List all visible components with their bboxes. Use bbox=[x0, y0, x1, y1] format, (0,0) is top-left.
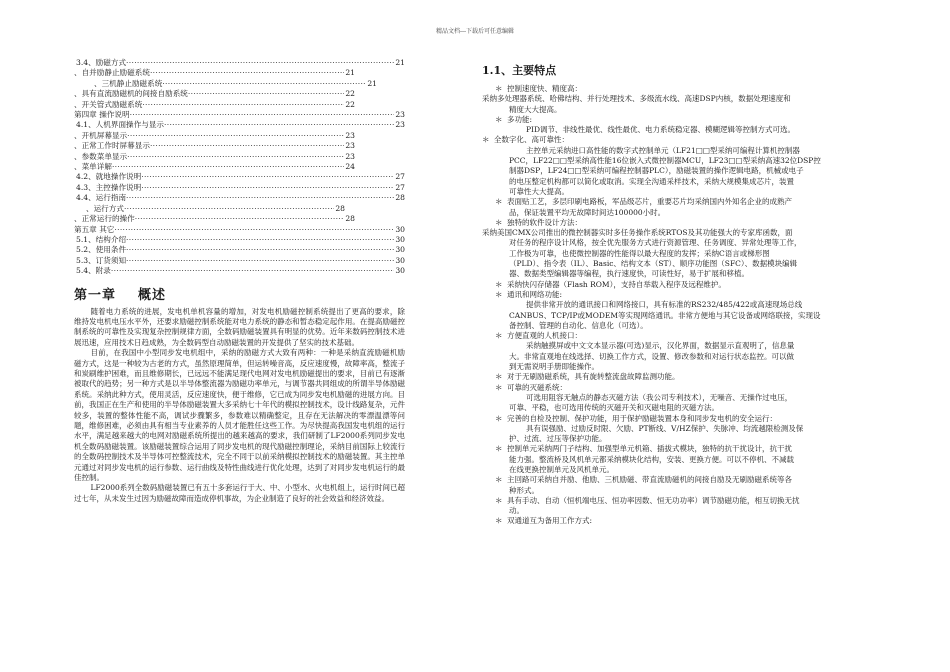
toc-entry[interactable] bbox=[74, 68, 405, 78]
feature-text: 采纳美国CMX公司推出的微控制器实时多任务操作系统RTOS及其功能强大的专家库函数，面 bbox=[482, 228, 793, 238]
toc-leader-dots bbox=[126, 193, 394, 203]
feature-line bbox=[482, 105, 892, 115]
feature-line bbox=[482, 94, 892, 104]
toc-entry-title: 5.2、使用条件 bbox=[76, 245, 127, 255]
feature-line bbox=[482, 465, 892, 475]
feature-line bbox=[482, 516, 892, 526]
toc-entry-title: 第四章 操作说明 bbox=[74, 110, 130, 120]
toc-entry-page: 30 bbox=[395, 255, 405, 265]
toc-leader-dots bbox=[142, 100, 344, 110]
feature-line bbox=[482, 208, 892, 218]
feature-text: 采纳触摸屏或中文文本显示器(可选)显示，汉化界面，数据显示直观明了，信息量 bbox=[526, 341, 795, 351]
feature-text: 品，保证装置平均无故障时间达100000小时。 bbox=[509, 207, 666, 217]
feature-line bbox=[482, 218, 892, 228]
feature-line bbox=[482, 352, 892, 362]
toc-leader-dots bbox=[114, 225, 394, 235]
toc-entry[interactable] bbox=[74, 89, 405, 99]
feature-line bbox=[482, 506, 892, 516]
feature-line bbox=[482, 156, 892, 166]
feature-line bbox=[482, 455, 892, 465]
toc-leader-dots bbox=[141, 183, 394, 193]
toc-entry-page: 22 bbox=[345, 99, 355, 109]
feature-text: 主回路可采纳自并励、他励、三机励磁、带直流励磁机的间接自励及无刷励磁系统等各 bbox=[507, 475, 792, 485]
toc-entry[interactable] bbox=[74, 141, 405, 151]
chapter-number: 第一章 bbox=[74, 287, 117, 303]
toc-leader-dots bbox=[141, 172, 394, 182]
toc-entry-title: 4.3、主控操作说明 bbox=[76, 182, 142, 192]
toc-entry[interactable] bbox=[74, 225, 405, 235]
toc-entry[interactable] bbox=[74, 256, 405, 266]
toc-entry-title: 、具有直流励磁机的间接自励系统 bbox=[74, 89, 188, 99]
intro-paragraph: LF2000系列全数码励磁装置已有五十多套运行于大、中、小型水、火电机组上，运行时间已超过七年，从未发生过因为励磁故障而造成停机事故，为企业制造了良好的社会效益和经济效益。 bbox=[74, 483, 405, 503]
right-column bbox=[482, 62, 892, 527]
bullet-star-icon: ＊ bbox=[495, 114, 503, 124]
feature-line bbox=[482, 341, 892, 351]
feature-text: 可靠性大大提高。 bbox=[509, 186, 569, 196]
toc-leader-dots bbox=[126, 245, 394, 255]
toc-entry-page: 23 bbox=[345, 130, 355, 140]
toc-leader-dots bbox=[112, 162, 344, 172]
bullet-star-icon: ＊ bbox=[495, 475, 503, 485]
feature-text: 提供非常开放的通讯接口和网络接口，具有标准的RS232/485/422或高速现场总线 bbox=[526, 300, 803, 310]
feature-line bbox=[482, 84, 892, 94]
toc-leader-dots bbox=[111, 266, 394, 276]
feature-line bbox=[482, 362, 892, 372]
toc-entry[interactable] bbox=[74, 183, 405, 193]
bullet-star-icon: ＊ bbox=[495, 444, 503, 454]
toc-entry[interactable] bbox=[74, 131, 405, 141]
toc-entry-title: 、开关管式励磁系统 bbox=[74, 99, 143, 109]
toc-entry-page: 30 bbox=[395, 224, 405, 234]
toc-entry-title: 、运行方式 bbox=[86, 203, 124, 213]
bullet-star-icon: ＊ bbox=[495, 197, 503, 207]
chapter-title bbox=[74, 284, 405, 303]
feature-text: 具有手动、自动（恒机端电压、恒功率因数、恒无功功率）调节励磁功能，相互切换无扰 bbox=[507, 495, 800, 505]
toc-leader-dots bbox=[150, 141, 344, 151]
intro-text bbox=[74, 307, 405, 505]
feature-text: 控制单元采纳两门子结构、加强型单元机箱、插拔式模块，独特的抗干扰设计，抗干扰 bbox=[507, 444, 792, 454]
toc-entry[interactable] bbox=[74, 79, 405, 89]
toc-leader-dots bbox=[126, 235, 394, 245]
feature-line bbox=[482, 280, 892, 290]
toc-entry-title: 3.4、励磁方式 bbox=[76, 58, 127, 67]
toc-entry-page: 23 bbox=[345, 141, 355, 151]
toc-entry[interactable] bbox=[74, 266, 405, 276]
feature-line bbox=[482, 238, 892, 248]
feature-text: 能力强。整流桥及风机单元都采纳模块化结构，安装、更换方便。可以不停机、不减载 bbox=[509, 454, 794, 464]
toc-entry-title: 4.1、人机界面操作与显示 bbox=[76, 120, 165, 130]
bullet-star-icon: ＊ bbox=[495, 289, 503, 299]
feature-line bbox=[482, 300, 892, 310]
toc-entry[interactable] bbox=[74, 120, 405, 130]
toc-leader-dots bbox=[126, 256, 394, 266]
toc-entry[interactable] bbox=[74, 214, 405, 224]
toc-entry-title: 5.3、订货须知 bbox=[76, 255, 127, 265]
toc-entry-title: 4.4、运行指南 bbox=[76, 193, 127, 203]
feature-line bbox=[482, 311, 892, 321]
feature-line bbox=[482, 496, 892, 506]
feature-line bbox=[482, 249, 892, 259]
feature-text: 精度大大提高。 bbox=[509, 104, 562, 114]
toc-entry-page: 22 bbox=[345, 89, 355, 99]
feature-text: 对于无刷励磁系统，具有旋转整流盘故障监测功能。 bbox=[507, 372, 680, 382]
toc-leader-dots bbox=[124, 204, 334, 214]
toc-entry-page: 23 bbox=[395, 120, 405, 130]
feature-line bbox=[482, 269, 892, 279]
toc-entry-page: 23 bbox=[345, 151, 355, 161]
feature-line bbox=[482, 187, 892, 197]
feature-line bbox=[482, 166, 892, 176]
toc-entry[interactable] bbox=[74, 172, 405, 182]
feature-text: 采纳多处理器系统、哈佛结构、并行处理技术、多级流水线、高速DSP内核，数据处理速度和 bbox=[482, 94, 791, 104]
feature-line bbox=[482, 228, 892, 238]
feature-text: 的电压整定机构都可以简化或取消。实现全沟通采样技术，采纳大规模集成芯片，装置 bbox=[509, 176, 794, 186]
toc-entry-title: 、正常工作时屏幕显示 bbox=[74, 141, 150, 151]
feature-line bbox=[482, 115, 892, 125]
toc-entry-page: 30 bbox=[395, 245, 405, 255]
toc-leader-dots bbox=[126, 58, 394, 68]
feature-line bbox=[482, 259, 892, 269]
feature-line bbox=[482, 434, 892, 444]
feature-text: （PLD）、指令表（IL）、Basic、结构文本（ST）、顺序功能图（SFC）、数据模块编辑 bbox=[509, 259, 798, 269]
feature-text: 可靠、平稳，也可选用传统的灭磁开关和灭磁电阻的灭磁方法。 bbox=[509, 403, 719, 413]
feature-line bbox=[482, 290, 892, 300]
feature-line bbox=[482, 135, 892, 145]
feature-text: CANBUS、TCP/IP或MODEM等实现网络通讯。非常方便地与其它设备或网络联接，实现设 bbox=[509, 310, 821, 320]
feature-text: 备控制、管理的自动化、信息化（可选）。 bbox=[509, 320, 648, 330]
toc-entry-title: 5.1、结构介绍 bbox=[76, 234, 127, 244]
feature-text: 器、数据类型编辑器等编程，执行速度快，可读性好，易于扩展和移植。 bbox=[509, 269, 749, 279]
feature-line bbox=[482, 475, 892, 485]
toc-entry[interactable] bbox=[74, 235, 405, 245]
feature-text: PCC，LF22□□型采纳高性能16位嵌入式微控制器MCU，LF23□□型采纳高速32位DSP控 bbox=[509, 156, 821, 166]
bullet-star-icon: ＊ bbox=[482, 135, 490, 145]
toc-entry[interactable] bbox=[74, 152, 405, 162]
bullet-star-icon: ＊ bbox=[495, 382, 503, 392]
bullet-star-icon: ＊ bbox=[495, 279, 503, 289]
feature-line bbox=[482, 177, 892, 187]
toc-entry[interactable] bbox=[74, 193, 405, 203]
feature-line bbox=[482, 197, 892, 207]
feature-line bbox=[482, 331, 892, 341]
toc-entry-page: 21 bbox=[345, 68, 355, 78]
toc-entry[interactable] bbox=[74, 100, 405, 110]
intro-paragraph: 随着电力系统的进展，发电机单机容量的增加，对发电机励磁控制系统提出了更高的要求，除维持发电机电压水平外，还要求励磁控制系统能对电力系统的静态和暂态稳定起作用。在提高励磁控制系统的可靠性及实现复杂控制规律方面，全数码励磁装置具有明显的优势。近年来数码控制技术进展迅速，应用技术日趋成熟，为全数码型自动励磁装置的开发提供了坚实的技术基础。 bbox=[74, 306, 405, 347]
toc-entry[interactable] bbox=[74, 58, 405, 68]
feature-text: 方便直观的人机接口： bbox=[507, 331, 582, 341]
toc-entry[interactable] bbox=[74, 110, 405, 120]
feature-text: 双通道互为备用工作方式: bbox=[507, 516, 593, 526]
feature-text: 独特的软件设计方法： bbox=[507, 217, 582, 227]
features-list bbox=[482, 84, 892, 527]
toc-entry-title: 、参数菜单显示 bbox=[74, 151, 128, 161]
toc-entry-title: 、三机静止励磁系统 bbox=[94, 78, 163, 88]
bullet-star-icon: ＊ bbox=[495, 217, 503, 227]
toc-entry[interactable] bbox=[74, 245, 405, 255]
feature-line bbox=[482, 414, 892, 424]
toc-entry-page: 21 bbox=[395, 58, 405, 67]
bullet-star-icon: ＊ bbox=[495, 516, 503, 526]
feature-text: 通讯和网络功能: bbox=[507, 289, 563, 299]
feature-line bbox=[482, 444, 892, 454]
bullet-star-icon: ＊ bbox=[495, 84, 503, 93]
feature-text: 具有误强励、过励反时限、欠励、PT断线、V/HZ保护、失脉冲、均流越限检测及保 bbox=[526, 423, 804, 433]
chapter-name: 概述 bbox=[138, 287, 167, 303]
toc-leader-dots bbox=[135, 214, 345, 224]
toc-entry-page: 23 bbox=[395, 110, 405, 120]
toc-entry-page: 27 bbox=[395, 172, 405, 182]
toc-entry-title: 、菜单详解 bbox=[74, 162, 112, 172]
feature-text: 大。非常直观地在线选择、切换工作方式，设置、修改参数和对运行状态监控。可以做 bbox=[509, 351, 794, 361]
bullet-star-icon: ＊ bbox=[495, 413, 503, 423]
feature-text: 护、过流、过压等保护功能。 bbox=[509, 434, 607, 444]
section-title: 1.1、主要特点 bbox=[482, 64, 557, 77]
toc-entry-page: 27 bbox=[395, 182, 405, 192]
toc-entry[interactable] bbox=[74, 162, 405, 172]
toc-leader-dots bbox=[127, 131, 344, 141]
feature-text: 对任务的程序设计风格，按全优先服务方式进行资源管理、任务调度、异常处理等工作， bbox=[509, 238, 802, 248]
feature-line bbox=[482, 372, 892, 382]
feature-line bbox=[482, 146, 892, 156]
toc-entry-page: 28 bbox=[335, 203, 345, 213]
feature-text: 控制速度快、精度高： bbox=[507, 84, 582, 93]
feature-text: 制器DSP，LF24□□型采纳可编程控制器PLC），励磁装置的操作逻辑电路，机械或电子 bbox=[509, 166, 804, 176]
feature-line bbox=[482, 486, 892, 496]
feature-text: 表面贴工艺，多层印刷电路板，军品级芯片，重要芯片均采纳国内外知名企业的成熟产 bbox=[507, 197, 792, 207]
bullet-star-icon: ＊ bbox=[495, 331, 503, 341]
feature-text: 完善的自检及控制、保护功能，用于保护励磁装置本身和同步发电机的安全运行： bbox=[507, 413, 777, 423]
feature-text: 种形式。 bbox=[509, 485, 539, 495]
toc-entry-title: 、开机屏幕显示 bbox=[74, 130, 128, 140]
page-header: 精品文档---下载后可任意编辑 bbox=[435, 28, 515, 35]
table-of-contents bbox=[74, 58, 405, 277]
toc-leader-dots bbox=[162, 79, 366, 89]
feature-text: PID调节、非线性最优、线性最优、电力系统稳定器、模糊逻辑等控制方式可选。 bbox=[526, 125, 796, 135]
toc-entry-page: 30 bbox=[395, 234, 405, 244]
feature-line bbox=[482, 393, 892, 403]
feature-text: 主控单元采纳进口高性能的数字式控制单元（LF21□□型采纳可编程计算机控制器 bbox=[526, 145, 800, 155]
feature-line bbox=[482, 125, 892, 135]
feature-line bbox=[482, 383, 892, 393]
toc-leader-dots bbox=[130, 110, 395, 120]
toc-entry-page: 28 bbox=[395, 193, 405, 203]
feature-text: 可选用阻容无触点的静态灭磁方法（我公司专利技术），无噪音、无操作过电压， bbox=[526, 392, 793, 402]
toc-entry-title: 第五章 其它 bbox=[74, 224, 115, 234]
feature-line bbox=[482, 403, 892, 413]
toc-entry-page: 21 bbox=[367, 78, 377, 88]
toc-leader-dots bbox=[188, 89, 344, 99]
intro-paragraph: 目前，在我国中小型同步发电机组中，采纳的励磁方式大致有两种：一种是采纳直流励磁机励磁方式，这是一种较为古老的方式，虽然原理简单，但运转噪音高，反应速度慢，故障率高，整流子和炭刷维护困难，而且维修期长，已远远不能满足现代电网对发电机励磁提出的要求，目前已有逐渐被取代的趋势；另一种方式是以半导体整流器为励磁功率单元，与调节器共同组成的所谓半导体励磁系统。采纳此种方式，使用灵活，反应速度快，便于维修，它已成为同步发电机励磁的进展方向。目前，我国正在生产和使用的半导体励磁装置大多采纳七十年代的模拟控制技术，设计线路复杂，元件较多，装置的整体性能不高，调试步骤繁多，参数难以精确整定，且存在无法解决的零漂温漂等问题，维修困难，必须由具有相当专业素养的人员才能胜任这些工作。为尽快提高我国发电机组的运行水平，满足越来越大的电网对励磁系统所提出的越来越高的要求，我们研制了LF2000系列同步发电机全数码励磁装置。该励磁装置综合运用了同步发电机的现代励磁控制理论，采纳目前国际上较流行的全数码控制技术及半导体可控整流技术，完全不同于以前采纳模拟控制技术的励磁装置。其主控单元通过对同步发电机的运行参数、运行曲线及特性曲线进行优化处理，达到了对同步发电机运行的最佳控制。 bbox=[74, 348, 405, 483]
feature-line bbox=[482, 321, 892, 331]
toc-entry-page: 24 bbox=[345, 162, 355, 172]
left-column bbox=[74, 58, 405, 504]
feature-text: 采纳快闪存储器（Flash ROM），支持自举载入程序及远程维护。 bbox=[507, 279, 726, 289]
toc-entry-title: 、自并励静止励磁系统 bbox=[74, 68, 150, 78]
bullet-star-icon: ＊ bbox=[495, 495, 503, 505]
toc-entry-page: 30 bbox=[395, 266, 405, 276]
toc-entry-title: 、正常运行的操作 bbox=[74, 214, 135, 224]
toc-leader-dots bbox=[150, 68, 344, 78]
feature-text: 在线更换控制单元及风机单元。 bbox=[509, 464, 614, 474]
toc-entry-page: 28 bbox=[345, 214, 355, 224]
feature-text: 到无需说明手册即能操作。 bbox=[509, 362, 599, 372]
bullet-star-icon: ＊ bbox=[495, 372, 503, 382]
feature-text: 多功能: bbox=[507, 114, 533, 124]
toc-entry-title: 4.2、就地操作说明 bbox=[76, 172, 142, 182]
feature-line bbox=[482, 424, 892, 434]
feature-text: 工作极为可靠，也使微控制器的性能得以最大程度的发挥；采纳C语言或梯形图 bbox=[509, 248, 770, 258]
feature-text: 动。 bbox=[509, 506, 524, 516]
toc-entry-title: 5.4、附录 bbox=[76, 266, 111, 276]
toc-entry[interactable] bbox=[74, 204, 405, 214]
feature-text: 可靠的灭磁系统： bbox=[507, 382, 567, 392]
toc-leader-dots bbox=[127, 152, 344, 162]
feature-text: 全数字化、高可靠性： bbox=[494, 135, 569, 145]
toc-leader-dots bbox=[164, 120, 394, 130]
